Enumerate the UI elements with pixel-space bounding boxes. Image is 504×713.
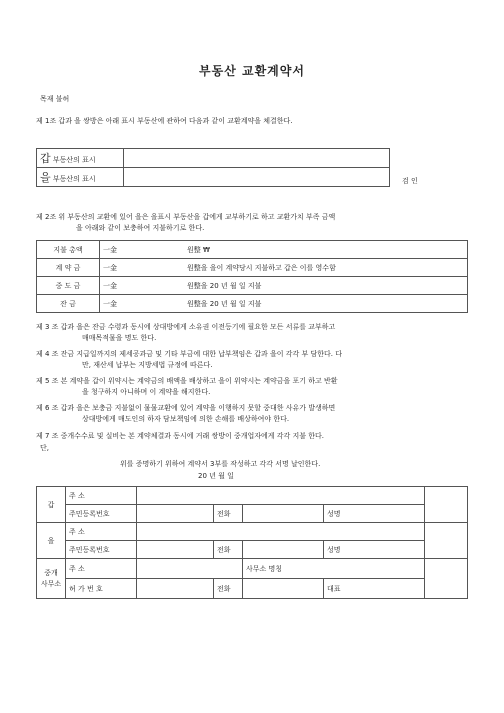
eul-phone-field[interactable]: [243, 541, 324, 559]
payment-amount: 一金: [100, 295, 185, 313]
agent-office-name-cell[interactable]: [243, 559, 425, 579]
gap-phone-label: 전화: [214, 505, 243, 523]
date-line: 20 년 월 일: [198, 472, 234, 480]
property-value-eul[interactable]: [124, 168, 390, 187]
clause-4-line-2: 만, 재산세 납부는 지방세법 규정에 따른다.: [82, 361, 213, 369]
agent-license-label: 허 가 번 호: [66, 579, 137, 599]
gap-phone-field[interactable]: [243, 505, 324, 523]
payment-label: 지불 총액: [37, 241, 100, 259]
property-label-eul: 부동산의 표시: [52, 175, 96, 183]
agent-phone-field[interactable]: [243, 579, 324, 599]
property-row-gap: [37, 149, 124, 168]
payment-row: [37, 277, 468, 295]
agent-phone-label: 전화: [214, 579, 243, 599]
agent-rep-label: 대표: [327, 584, 341, 593]
agent-label-line-1: 중개: [44, 568, 58, 577]
gap-address-label: 주 소: [66, 487, 137, 505]
eul-reg-no-field[interactable]: [137, 541, 214, 559]
eul-name-cell[interactable]: [324, 541, 425, 559]
clause-5-line-1: 제 5 조 본 계약을 갑이 위약시는 계약금의 배액을 배상하고 을이 위약시는 계약금을 포기 하고 반환: [36, 377, 338, 385]
payment-table: [36, 240, 468, 313]
property-value-gap[interactable]: [124, 149, 390, 168]
eul-name-label: 성명: [327, 545, 341, 554]
payment-amount: 一金: [100, 277, 185, 295]
clause-4-line-1: 제 4 조 잔금 지급일까지의 제세공과금 및 기타 부금에 대한 납부책임은 갑과 을이 각각 부 담한다. 다: [36, 350, 342, 358]
agent-label-line-2: 사무소: [40, 579, 62, 588]
gap-address-field[interactable]: [137, 487, 425, 505]
witness-statement: 위를 증명하기 위하여 계약서 3부를 작성하고 각각 서명 날인한다.: [120, 460, 321, 468]
payment-amount: 一金: [100, 259, 185, 277]
clause-7-line-1: 제 7 조 중개수수료 및 실비는 본 계약체결과 동시에 거래 쌍방이 중개업자에게 각각 지불 한다.: [36, 432, 325, 440]
gap-reg-no-label: 주민등록번호: [66, 505, 137, 523]
subtitle: 목재 불허: [40, 95, 70, 103]
seal-note: 검 인: [402, 177, 418, 185]
dan-note: 단,: [40, 444, 49, 452]
property-row-eul: [37, 168, 124, 187]
clause-6-line-1: 제 6 조 갑과 을은 보충금 지불없이 물물교환에 있어 계약을 이행하지 못할 중대한 사유가 발생하면: [36, 404, 336, 412]
property-table: [36, 148, 390, 187]
eul-char: 을: [40, 171, 51, 184]
eul-reg-no-label: 주민등록번호: [66, 541, 137, 559]
payment-detail[interactable]: 원整을 20 년 월 일 지불: [184, 277, 468, 295]
payment-amount: 一金: [100, 241, 185, 259]
payment-label: 중 도 금: [37, 277, 100, 295]
party-agent-label: [37, 559, 66, 599]
document-title: 부동산 교환계약서: [199, 64, 305, 78]
clause-1: 제 1조 갑과 을 쌍방은 아래 표시 부동산에 관하여 다음과 같이 교환계약을 체결한다.: [36, 117, 293, 125]
gap-char: 갑: [40, 152, 51, 165]
payment-label: 잔 금: [37, 295, 100, 313]
agent-address-label: 주 소: [66, 559, 137, 579]
payment-detail[interactable]: 원整 ₩: [184, 241, 468, 259]
gap-name-cell[interactable]: [324, 505, 425, 523]
party-gap-label: 갑: [37, 487, 66, 523]
clause-6-line-2: 상대방에게 매도인의 하자 담보책임에 의한 손해를 배상하여야 한다.: [82, 415, 290, 423]
payment-row: [37, 295, 468, 313]
gap-name-label: 성명: [327, 509, 341, 518]
payment-row: [37, 259, 468, 277]
eul-address-field[interactable]: [137, 523, 425, 541]
agent-rep-cell[interactable]: [324, 579, 425, 599]
parties-table: [36, 486, 468, 599]
party-eul-label: 을: [37, 523, 66, 559]
gap-seal-cell: [425, 487, 468, 523]
agent-seal-cell: [425, 559, 468, 599]
property-label-gap: 부동산의 표시: [52, 156, 96, 164]
payment-label: 계 약 금: [37, 259, 100, 277]
eul-phone-label: 전화: [214, 541, 243, 559]
clause-2-line-2: 을 아래와 같이 보충하여 지불하기로 한다.: [76, 224, 205, 232]
clause-5-line-2: 을 청구하지 아니하며 이 계약을 해지한다.: [82, 388, 211, 396]
agent-license-field[interactable]: [137, 579, 214, 599]
clause-2-line-1: 제 2조 위 부동산의 교환에 있어 을은 을표시 부동산을 갑에게 교부하기로 하고 교환가치 부족 금액: [36, 213, 336, 221]
payment-detail[interactable]: 원整을 을이 계약당시 지불하고 갑은 이를 영수함: [184, 259, 468, 277]
gap-reg-no-field[interactable]: [137, 505, 214, 523]
clause-3-line-1: 제 3 조 갑과 을은 잔금 수령과 동시에 상대방에게 소유권 이전등기에 필요한 모든 서류를 교부하고: [36, 323, 336, 331]
payment-row: [37, 241, 468, 259]
agent-office-name-label: 사무소 명칭: [246, 564, 283, 573]
clause-3-line-2: 매매목적물을 명도 한다.: [82, 334, 157, 342]
eul-seal-cell: [425, 523, 468, 559]
agent-address-field[interactable]: [137, 559, 243, 579]
eul-address-label: 주 소: [66, 523, 137, 541]
payment-detail[interactable]: 원整을 20 년 월 일 지불: [184, 295, 468, 313]
